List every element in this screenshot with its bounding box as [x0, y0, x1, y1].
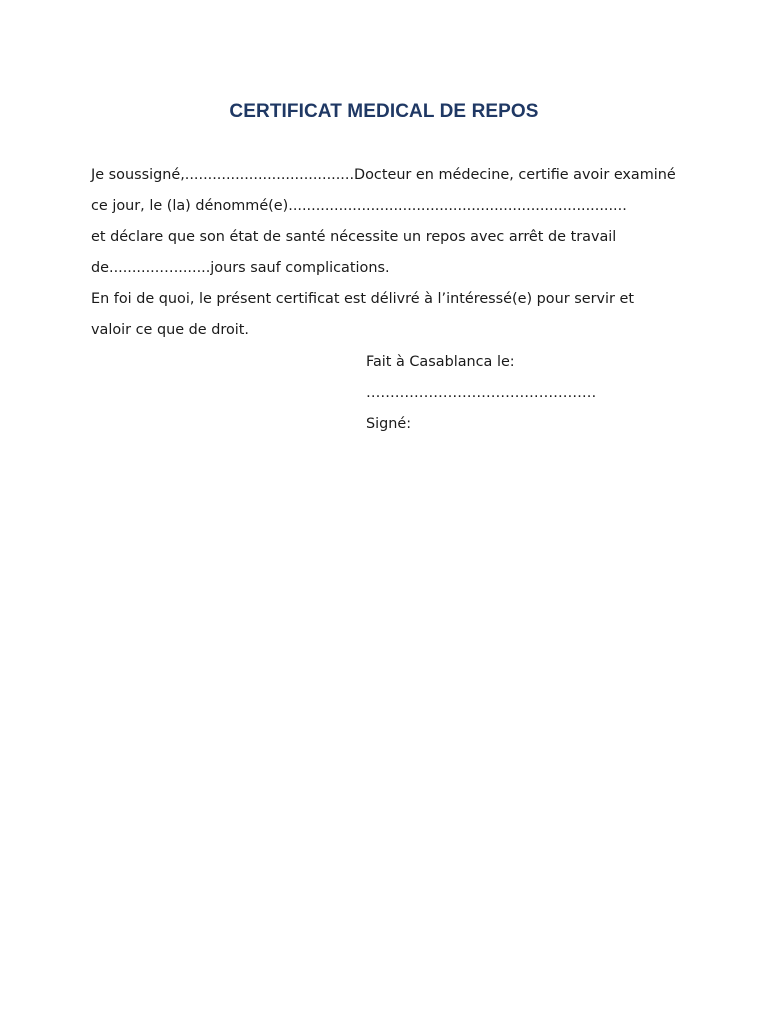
- date-dotted-line: …………………………………………: [366, 385, 597, 401]
- paragraph-line-5: En foi de quoi, le présent certificat est délivré à l’intéressé(e) pour servir et: [91, 291, 634, 307]
- signature-label: Signé:: [366, 416, 412, 432]
- paragraph-line-4: de...........…........jours sauf complications.: [91, 260, 390, 276]
- paragraph-line-3: et déclare que son état de santé nécessite un repos avec arrêt de travail: [91, 229, 617, 245]
- paragraph-line-2: ce jour, le (la) dénommé(e)..........................................................................: [91, 198, 627, 214]
- paragraph-line-6: valoir ce que de droit.: [91, 322, 249, 338]
- place-date-label: Fait à Casablanca le:: [366, 354, 515, 370]
- paragraph-line-1: Je soussigné,.....................................Docteur en médecine, certifie avoir examiné: [91, 167, 676, 183]
- document-title: CERTIFICAT MEDICAL DE REPOS: [229, 101, 539, 122]
